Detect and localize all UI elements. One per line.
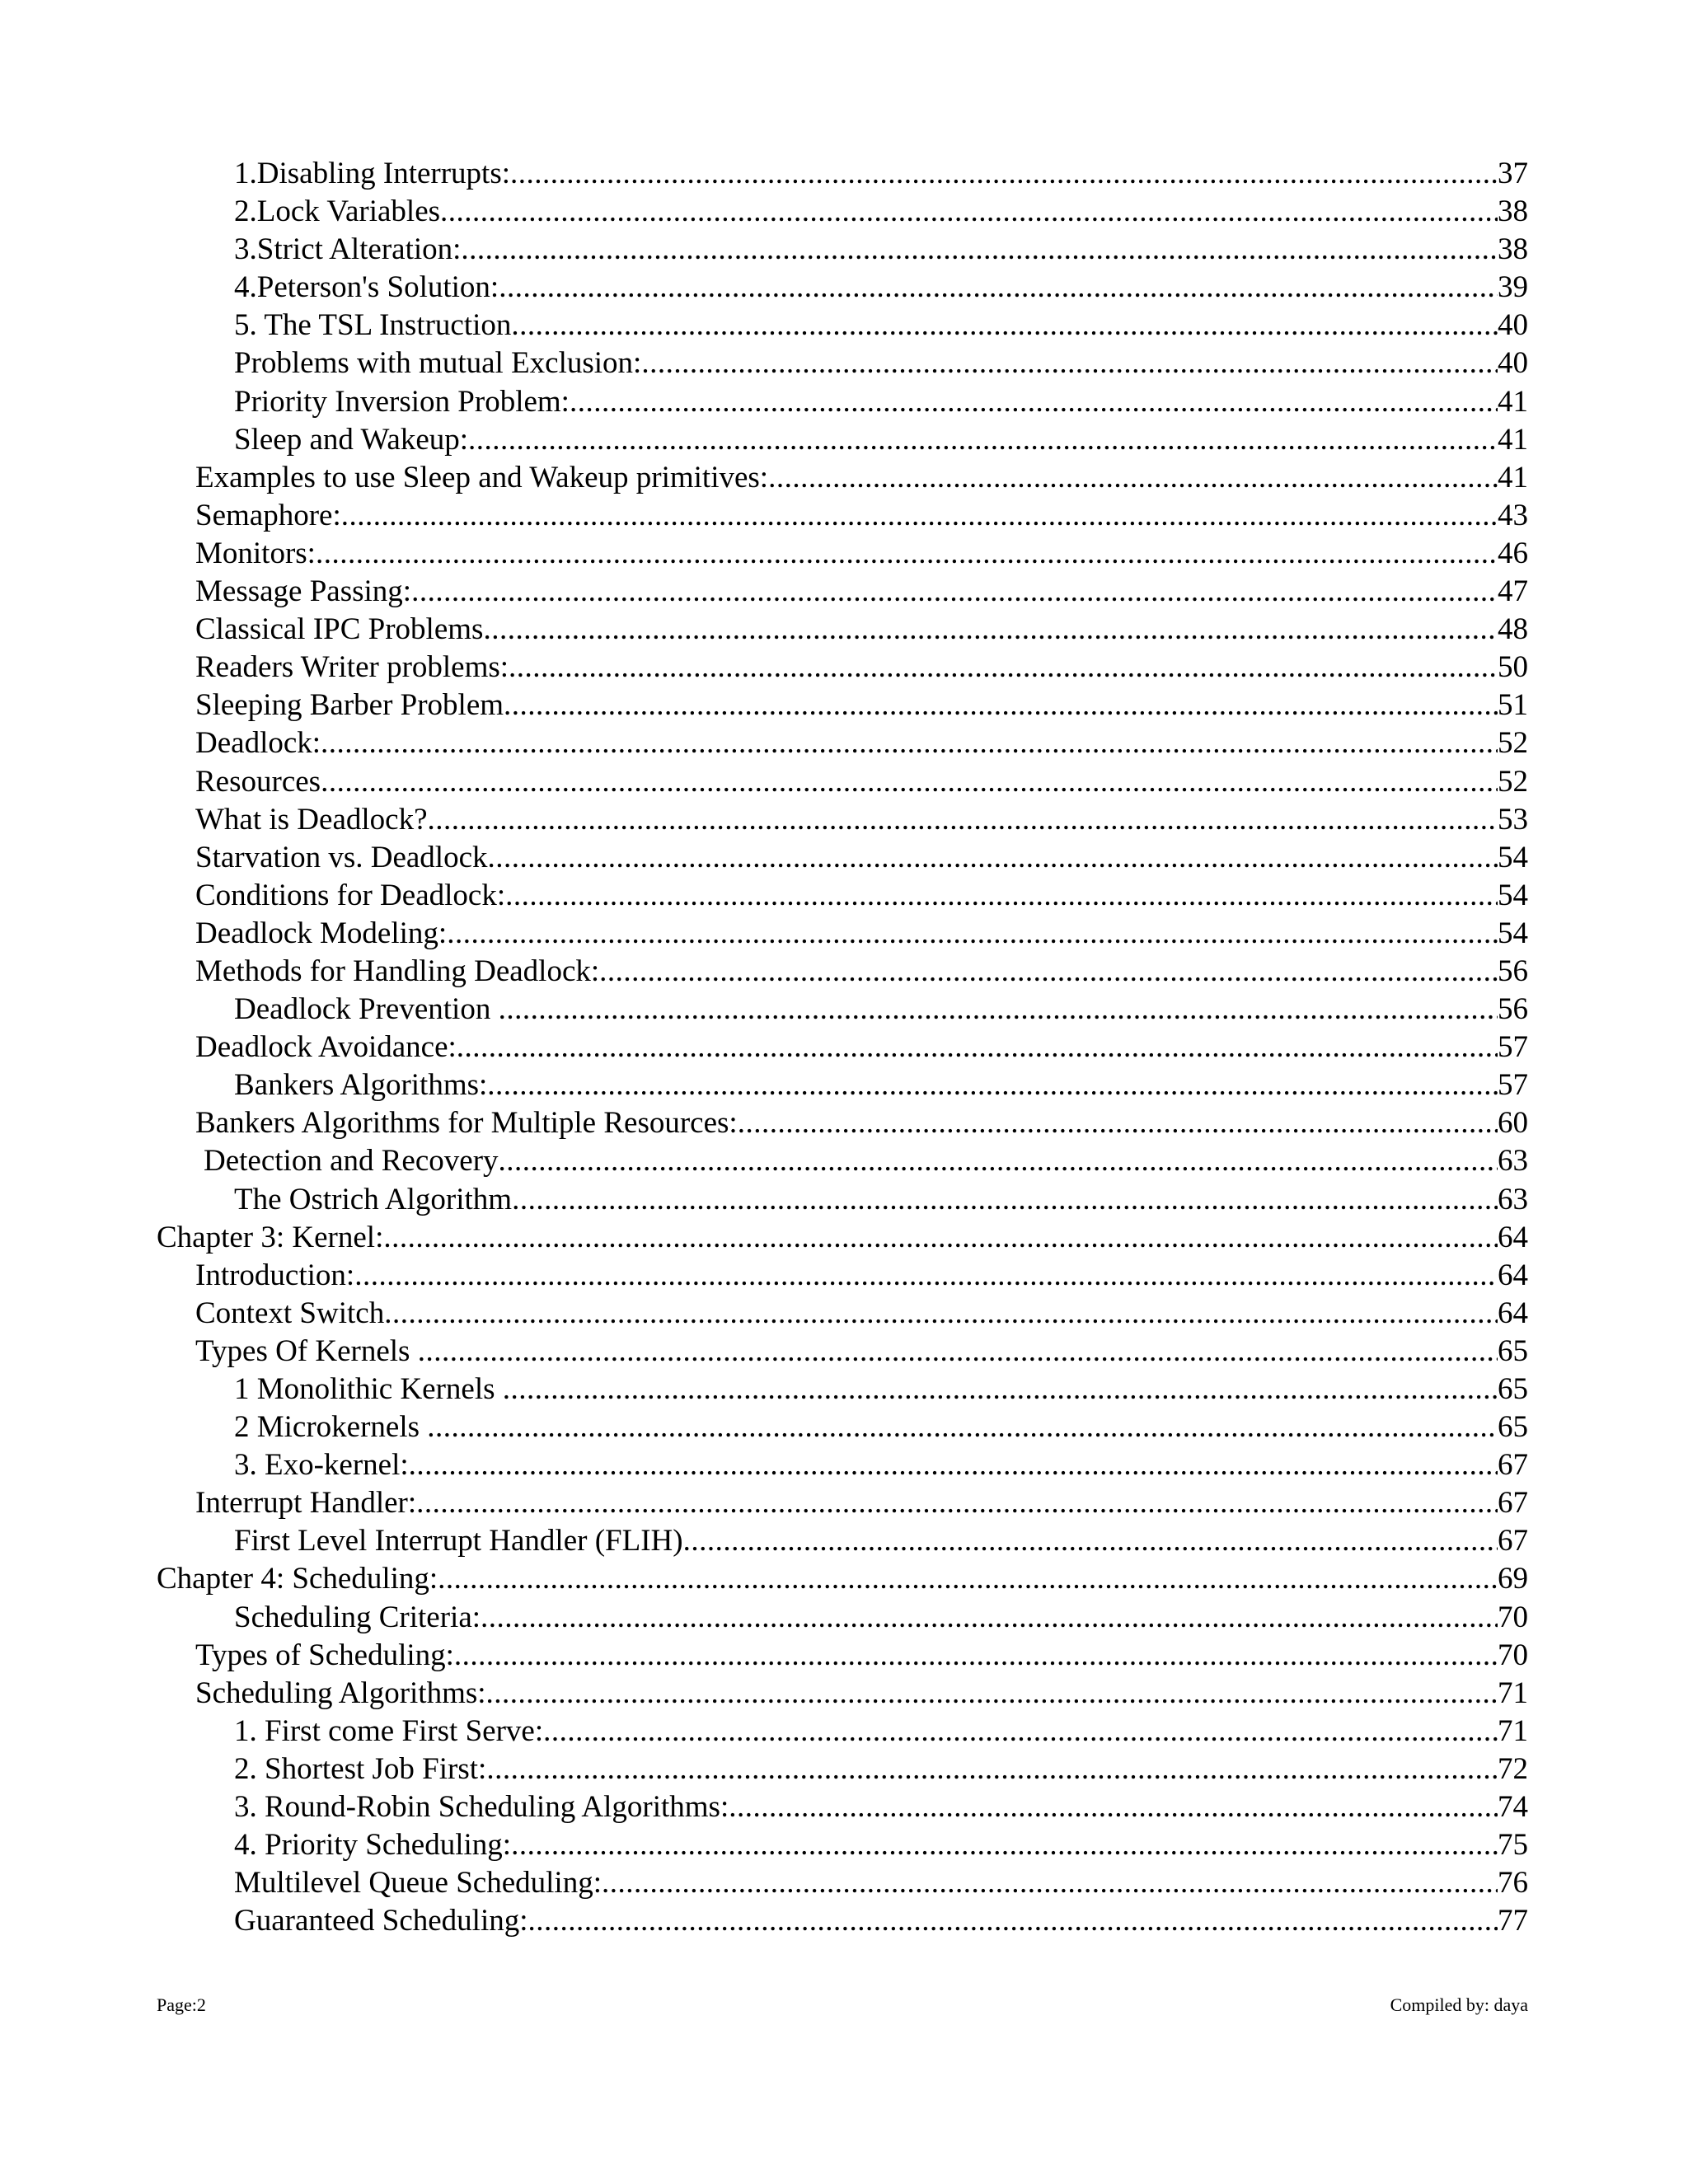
toc-entry-title: 3. Exo-kernel: bbox=[234, 1448, 409, 1483]
toc-entry-title: Starvation vs. Deadlock bbox=[195, 840, 488, 874]
toc-entry-title: Priority Inversion Problem: bbox=[234, 384, 570, 419]
toc-dot-leader bbox=[504, 687, 1498, 724]
toc-entry-title: Methods for Handling Deadlock: bbox=[195, 954, 600, 988]
toc-dot-leader bbox=[483, 611, 1498, 649]
footer-page-number: Page:2 bbox=[157, 1994, 206, 2015]
toc-entry[interactable] bbox=[0, 1142, 1688, 1180]
toc-entry-title: 2. Shortest Job First: bbox=[234, 1751, 487, 1786]
toc-dot-leader bbox=[354, 1257, 1498, 1295]
toc-entry[interactable] bbox=[0, 1864, 1688, 1902]
toc-entry-page-number: 54 bbox=[1498, 916, 1528, 950]
toc-entry-page-number: 56 bbox=[1498, 954, 1528, 988]
toc-dot-leader bbox=[486, 1675, 1498, 1713]
toc-entry[interactable] bbox=[0, 1257, 1688, 1295]
toc-entry-title: Guaranteed Scheduling: bbox=[234, 1904, 528, 1938]
toc-entry-page-number: 57 bbox=[1498, 1030, 1528, 1065]
toc-entry-title: Scheduling Algorithms: bbox=[195, 1675, 486, 1710]
toc-entry-page-number: 46 bbox=[1498, 536, 1528, 570]
toc-dot-leader bbox=[570, 383, 1498, 421]
toc-entry-page-number: 51 bbox=[1498, 688, 1528, 723]
toc-entry[interactable] bbox=[0, 1408, 1688, 1446]
toc-entry-page-number: 40 bbox=[1498, 308, 1528, 343]
toc-entry-page-number: 64 bbox=[1498, 1258, 1528, 1292]
toc-entry-page-number: 37 bbox=[1498, 157, 1528, 190]
toc-dot-leader bbox=[528, 1902, 1498, 1940]
toc-dot-leader bbox=[454, 1637, 1498, 1675]
toc-entry-page-number: 54 bbox=[1498, 878, 1528, 912]
toc-entry-page-number: 52 bbox=[1498, 726, 1528, 761]
toc-entry-title: Detection and Recovery bbox=[204, 1144, 499, 1179]
toc-entry[interactable] bbox=[0, 953, 1688, 991]
toc-dot-leader bbox=[411, 573, 1498, 611]
toc-entry-title: Types Of Kernels bbox=[195, 1333, 418, 1368]
toc-dot-leader bbox=[738, 1104, 1498, 1142]
toc-entry[interactable] bbox=[0, 1029, 1688, 1066]
toc-entry-title: 1.Disabling Interrupts: bbox=[234, 157, 511, 190]
toc-entry[interactable] bbox=[0, 1637, 1688, 1675]
toc-entry-page-number: 41 bbox=[1498, 460, 1528, 494]
toc-entry-title: Multilevel Queue Scheduling: bbox=[234, 1866, 602, 1900]
toc-entry[interactable] bbox=[0, 1219, 1688, 1257]
toc-entry-title: Monitors: bbox=[195, 536, 316, 570]
toc-entry-title: 4.Peterson's Solution: bbox=[234, 270, 499, 305]
toc-dot-leader bbox=[428, 801, 1498, 839]
toc-entry-page-number: 41 bbox=[1498, 384, 1528, 419]
toc-entry[interactable] bbox=[0, 1295, 1688, 1333]
toc-entry-title: Introduction: bbox=[195, 1258, 355, 1292]
toc-entry-page-number: 70 bbox=[1498, 1638, 1528, 1672]
toc-entry[interactable] bbox=[0, 1104, 1688, 1142]
toc-entry-title: 3. Round-Robin Scheduling Algorithms: bbox=[234, 1790, 729, 1825]
toc-entry-page-number: 63 bbox=[1498, 1144, 1528, 1179]
toc-entry[interactable] bbox=[0, 421, 1688, 459]
toc-dot-leader bbox=[511, 1826, 1498, 1864]
toc-entry[interactable] bbox=[0, 1675, 1688, 1713]
toc-entry[interactable] bbox=[0, 1333, 1688, 1371]
toc-entry[interactable] bbox=[0, 1750, 1688, 1788]
toc-entry-page-number: 64 bbox=[1498, 1220, 1528, 1254]
toc-entry-page-number: 38 bbox=[1498, 232, 1528, 267]
toc-entry-title: Interrupt Handler: bbox=[195, 1486, 417, 1521]
toc-dot-leader bbox=[499, 269, 1498, 307]
toc-entry-page-number: 57 bbox=[1498, 1068, 1528, 1103]
toc-entry-page-number: 63 bbox=[1498, 1182, 1528, 1216]
toc-entry-title: Deadlock: bbox=[195, 726, 321, 761]
toc-entry[interactable] bbox=[0, 1560, 1688, 1598]
toc-entry[interactable] bbox=[0, 497, 1688, 535]
toc-entry[interactable] bbox=[0, 991, 1688, 1029]
toc-entry-page-number: 47 bbox=[1498, 574, 1528, 609]
toc-dot-leader bbox=[383, 1219, 1498, 1257]
toc-entry-page-number: 65 bbox=[1498, 1410, 1528, 1445]
toc-dot-leader bbox=[768, 459, 1498, 497]
toc-entry[interactable] bbox=[0, 763, 1688, 801]
toc-entry[interactable] bbox=[0, 1826, 1688, 1864]
toc-entry[interactable] bbox=[0, 877, 1688, 915]
toc-entry[interactable] bbox=[0, 1599, 1688, 1637]
toc-entry[interactable] bbox=[0, 535, 1688, 573]
toc-entry[interactable] bbox=[0, 1788, 1688, 1826]
toc-entry-title: Deadlock Prevention bbox=[234, 992, 499, 1027]
toc-entry-title: 3.Strict Alteration: bbox=[234, 232, 462, 267]
toc-dot-leader bbox=[461, 231, 1498, 269]
toc-dot-leader bbox=[503, 1371, 1498, 1408]
toc-entry-title: Semaphore: bbox=[195, 498, 341, 532]
toc-entry-title: Resources bbox=[195, 764, 321, 799]
toc-entry-title: Conditions for Deadlock: bbox=[195, 878, 506, 912]
toc-entry-page-number: 48 bbox=[1498, 612, 1528, 647]
toc-entry-title: Chapter 3: Kernel: bbox=[157, 1220, 384, 1254]
toc-entry[interactable] bbox=[0, 1181, 1688, 1219]
toc-entry-page-number: 40 bbox=[1498, 346, 1528, 381]
toc-dot-leader bbox=[321, 763, 1498, 801]
toc-entry[interactable] bbox=[0, 1522, 1688, 1560]
toc-entry-page-number: 43 bbox=[1498, 498, 1528, 532]
toc-entry-page-number: 41 bbox=[1498, 422, 1528, 457]
toc-entry[interactable] bbox=[0, 155, 1688, 193]
toc-entry-title: 1. First come First Serve: bbox=[234, 1713, 544, 1748]
toc-dot-leader bbox=[729, 1788, 1498, 1826]
toc-entry-title: The Ostrich Algorithm bbox=[234, 1182, 513, 1216]
toc-entry-title: Problems with mutual Exclusion: bbox=[234, 346, 642, 381]
toc-entry[interactable] bbox=[0, 649, 1688, 687]
toc-dot-leader bbox=[447, 915, 1498, 953]
toc-entry-title: Examples to use Sleep and Wakeup primitives: bbox=[195, 460, 769, 494]
toc-entry-title: 5. The TSL Instruction bbox=[234, 308, 512, 343]
toc-entry-title: Chapter 4: Scheduling: bbox=[157, 1562, 438, 1596]
toc-entry-page-number: 77 bbox=[1498, 1904, 1528, 1938]
toc-entry[interactable] bbox=[0, 687, 1688, 724]
toc-dot-leader bbox=[457, 1029, 1498, 1066]
toc-entry-page-number: 76 bbox=[1498, 1866, 1528, 1900]
toc-entry[interactable] bbox=[0, 193, 1688, 231]
toc-entry-title: Bankers Algorithms for Multiple Resources: bbox=[195, 1106, 738, 1141]
toc-dot-leader bbox=[321, 724, 1498, 762]
toc-entry[interactable] bbox=[0, 1484, 1688, 1522]
toc-entry-page-number: 71 bbox=[1498, 1713, 1528, 1748]
toc-dot-leader bbox=[440, 193, 1498, 231]
toc-entry[interactable] bbox=[0, 383, 1688, 421]
toc-entry-page-number: 72 bbox=[1498, 1751, 1528, 1786]
toc-dot-leader bbox=[438, 1560, 1498, 1598]
toc-entry[interactable] bbox=[0, 611, 1688, 649]
table-of-contents bbox=[0, 155, 1688, 1940]
toc-entry[interactable] bbox=[0, 839, 1688, 877]
toc-dot-leader bbox=[599, 953, 1498, 991]
toc-entry[interactable] bbox=[0, 344, 1688, 382]
toc-entry[interactable] bbox=[0, 269, 1688, 307]
toc-entry[interactable] bbox=[0, 307, 1688, 344]
toc-entry[interactable] bbox=[0, 1713, 1688, 1750]
toc-dot-leader bbox=[486, 1750, 1498, 1788]
toc-entry-page-number: 60 bbox=[1498, 1106, 1528, 1141]
toc-entry[interactable] bbox=[0, 1371, 1688, 1408]
toc-entry-title: Message Passing: bbox=[195, 574, 412, 609]
toc-dot-leader bbox=[488, 839, 1498, 877]
toc-entry[interactable] bbox=[0, 724, 1688, 762]
toc-entry-title: 4. Priority Scheduling: bbox=[234, 1828, 512, 1863]
toc-entry[interactable] bbox=[0, 915, 1688, 953]
toc-entry-title: Classical IPC Problems bbox=[195, 612, 484, 647]
toc-entry-page-number: 69 bbox=[1498, 1562, 1528, 1596]
toc-entry-page-number: 67 bbox=[1498, 1448, 1528, 1483]
toc-dot-leader bbox=[427, 1408, 1498, 1446]
toc-entry-title: 2 Microkernels bbox=[234, 1410, 428, 1445]
toc-entry-page-number: 65 bbox=[1498, 1333, 1528, 1368]
toc-entry-page-number: 50 bbox=[1498, 650, 1528, 685]
toc-entry[interactable] bbox=[0, 459, 1688, 497]
toc-entry-title: First Level Interrupt Handler (FLIH) bbox=[234, 1524, 683, 1558]
toc-dot-leader bbox=[602, 1864, 1498, 1902]
toc-entry-title: Sleeping Barber Problem bbox=[195, 688, 504, 723]
toc-entry-page-number: 75 bbox=[1498, 1828, 1528, 1863]
toc-entry-page-number: 38 bbox=[1498, 194, 1528, 229]
toc-entry-page-number: 71 bbox=[1498, 1675, 1528, 1710]
toc-entry-page-number: 39 bbox=[1498, 270, 1528, 305]
toc-dot-leader bbox=[409, 1446, 1498, 1484]
toc-dot-leader bbox=[505, 877, 1498, 915]
toc-entry-title: Types of Scheduling: bbox=[195, 1638, 454, 1672]
toc-entry-title: Sleep and Wakeup: bbox=[234, 422, 469, 457]
toc-entry[interactable] bbox=[0, 573, 1688, 611]
toc-dot-leader bbox=[468, 421, 1498, 459]
toc-dot-leader bbox=[487, 1066, 1498, 1104]
toc-entry-page-number: 74 bbox=[1498, 1790, 1528, 1825]
toc-entry-page-number: 56 bbox=[1498, 992, 1528, 1027]
toc-entry-title: Scheduling Criteria: bbox=[234, 1600, 481, 1634]
toc-dot-leader bbox=[543, 1713, 1498, 1750]
toc-dot-leader bbox=[641, 344, 1498, 382]
toc-entry-title: Bankers Algorithms: bbox=[234, 1068, 488, 1103]
toc-dot-leader bbox=[512, 1181, 1498, 1219]
toc-entry-title: Context Switch bbox=[195, 1296, 385, 1330]
toc-dot-leader bbox=[341, 497, 1498, 535]
toc-dot-leader bbox=[510, 155, 1498, 193]
footer-compiled-by: Compiled by: daya bbox=[1390, 1994, 1528, 2015]
toc-entry-page-number: 70 bbox=[1498, 1600, 1528, 1634]
toc-entry-title: Readers Writer problems: bbox=[195, 650, 509, 685]
toc-entry-page-number: 65 bbox=[1498, 1372, 1528, 1406]
toc-entry-page-number: 53 bbox=[1498, 802, 1528, 837]
toc-dot-leader bbox=[683, 1522, 1498, 1560]
toc-dot-leader bbox=[499, 1142, 1498, 1180]
toc-entry[interactable] bbox=[0, 1066, 1688, 1104]
toc-entry-page-number: 67 bbox=[1498, 1524, 1528, 1558]
toc-dot-leader bbox=[509, 649, 1498, 687]
toc-entry-page-number: 52 bbox=[1498, 764, 1528, 799]
toc-dot-leader bbox=[511, 307, 1498, 344]
toc-entry[interactable] bbox=[0, 1902, 1688, 1940]
toc-dot-leader bbox=[316, 535, 1498, 573]
toc-entry-page-number: 54 bbox=[1498, 840, 1528, 874]
toc-entry[interactable] bbox=[0, 1446, 1688, 1484]
toc-dot-leader bbox=[499, 991, 1498, 1029]
toc-dot-leader bbox=[416, 1484, 1498, 1522]
toc-entry-page-number: 67 bbox=[1498, 1486, 1528, 1521]
toc-dot-leader bbox=[384, 1295, 1498, 1333]
toc-entry-title: Deadlock Modeling: bbox=[195, 916, 448, 950]
toc-entry[interactable] bbox=[0, 801, 1688, 839]
toc-entry[interactable] bbox=[0, 231, 1688, 269]
toc-entry-page-number: 64 bbox=[1498, 1296, 1528, 1330]
toc-entry-title: 1 Monolithic Kernels bbox=[234, 1372, 503, 1406]
toc-entry-title: 2.Lock Variables bbox=[234, 194, 441, 229]
toc-entry-title: Deadlock Avoidance: bbox=[195, 1030, 457, 1065]
toc-entry-title: What is Deadlock? bbox=[195, 802, 428, 837]
toc-dot-leader bbox=[481, 1599, 1498, 1637]
toc-dot-leader bbox=[418, 1333, 1498, 1371]
